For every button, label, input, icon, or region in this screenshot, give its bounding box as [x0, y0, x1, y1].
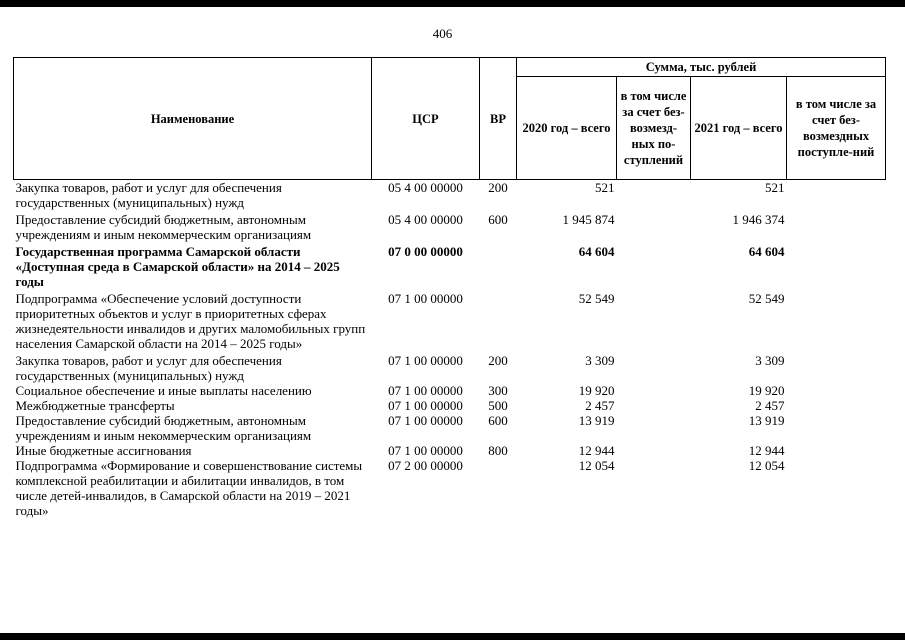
row-2021-total: 19 920: [748, 383, 785, 398]
table-row: [14, 210, 886, 242]
table-body: [14, 180, 886, 519]
row-name: Социальное обеспечение и иные выплаты населению: [15, 383, 312, 398]
table-header: [14, 58, 886, 180]
row-2021-grants: [787, 398, 886, 413]
row-2020-grants: [617, 413, 691, 443]
row-vr: 600: [488, 212, 508, 227]
row-2021-grants: [787, 242, 886, 289]
row-vr: 200: [488, 353, 508, 368]
row-2020-total: 12 944: [578, 443, 615, 458]
row-2021-grants: [787, 289, 886, 351]
row-2021-total: 3 309: [755, 353, 785, 368]
row-2020-total: 13 919: [578, 413, 615, 428]
row-2020-grants: [617, 383, 691, 398]
table-row: [14, 242, 886, 289]
row-name: Подпрограмма «Обеспечение условий доступности приоритетных объектов и услуг в приоритетных сферах жизнедеятельности инвалидов и других маломобильных групп населения Самарской области на 2014 – 2025 годы»: [15, 291, 366, 351]
row-2021-total: 52 549: [748, 291, 785, 306]
row-csr: 07 2 00 00000: [388, 458, 463, 473]
row-2021-grants: [787, 383, 886, 398]
row-2021-total: 2 457: [755, 398, 785, 413]
row-csr: 07 1 00 00000: [388, 443, 463, 458]
row-name: Предоставление субсидий бюджетным, автономным учреждениям и иным некоммерческим организациям: [15, 212, 312, 242]
row-2021-grants: [787, 180, 886, 211]
table-row: [14, 383, 886, 398]
table-row: [14, 289, 886, 351]
row-csr: 07 1 00 00000: [388, 353, 463, 368]
table-row: [14, 398, 886, 413]
row-2021-grants: [787, 443, 886, 458]
row-2021-grants: [787, 210, 886, 242]
row-2020-total: 521: [595, 180, 615, 195]
row-name: Закупка товаров, работ и услуг для обеспечения государственных (муниципальных) нужд: [15, 180, 282, 210]
header-2021-grants: в том числе за счет без-возмездных поступле-ний: [787, 77, 886, 180]
row-vr: 200: [488, 180, 508, 195]
row-vr: [480, 458, 517, 518]
row-2020-grants: [617, 210, 691, 242]
row-name: Межбюджетные трансферты: [15, 398, 175, 413]
row-2020-grants: [617, 180, 691, 211]
row-2020-grants: [617, 242, 691, 289]
row-2020-grants: [617, 398, 691, 413]
row-2021-grants: [787, 351, 886, 383]
row-2020-grants: [617, 351, 691, 383]
table-row: [14, 458, 886, 518]
row-name: Иные бюджетные ассигнования: [15, 443, 192, 458]
row-2021-grants: [787, 458, 886, 518]
row-csr: 07 1 00 00000: [388, 398, 463, 413]
row-vr: [480, 289, 517, 351]
row-2020-grants: [617, 289, 691, 351]
row-2021-total: 12 944: [748, 443, 785, 458]
row-vr: [480, 242, 517, 289]
header-csr: ЦСР: [372, 58, 480, 180]
header-2020-total: 2020 год – всего: [517, 77, 617, 180]
page-number: 406: [432, 26, 453, 41]
row-vr: 500: [488, 398, 508, 413]
table-row: [14, 351, 886, 383]
row-csr: 05 4 00 00000: [388, 180, 463, 195]
header-sum-group: Сумма, тыс. рублей: [517, 58, 886, 77]
row-2021-grants: [787, 413, 886, 443]
row-2020-total: 64 604: [578, 244, 615, 259]
header-vr: ВР: [480, 58, 517, 180]
header-name: Наименование: [14, 58, 372, 180]
row-2020-total: 3 309: [585, 353, 615, 368]
row-2021-total: 12 054: [748, 458, 785, 473]
row-2020-total: 1 945 874: [562, 212, 615, 227]
row-2021-total: 64 604: [748, 244, 785, 259]
table-row: [14, 180, 886, 211]
row-2021-total: 1 946 374: [732, 212, 785, 227]
row-name: Закупка товаров, работ и услуг для обеспечения государственных (муниципальных) нужд: [15, 353, 282, 383]
row-csr: 07 1 00 00000: [388, 291, 463, 306]
row-2020-grants: [617, 458, 691, 518]
row-name: Государственная программа Самарской области «Доступная среда в Самарской области» на 2014 – 2025 годы: [15, 244, 340, 289]
row-csr: 07 1 00 00000: [388, 383, 463, 398]
row-vr: 300: [488, 383, 508, 398]
row-2020-total: 52 549: [578, 291, 615, 306]
row-csr: 07 1 00 00000: [388, 413, 463, 428]
row-2020-total: 12 054: [578, 458, 615, 473]
row-name: Предоставление субсидий бюджетным, автономным учреждениям и иным некоммерческим организациям: [15, 413, 312, 443]
row-name: Подпрограмма «Формирование и совершенствование системы комплексной реабилитации и абилитации инвалидов, в том числе детей-инвалидов, в Самарской области на 2019 – 2021 годы»: [15, 458, 363, 518]
row-2021-total: 521: [765, 180, 785, 195]
budget-table: [13, 57, 886, 518]
row-csr: 05 4 00 00000: [388, 212, 463, 227]
header-2021-total: 2021 год – всего: [691, 77, 787, 180]
row-vr: 800: [488, 443, 508, 458]
row-csr: 07 0 00 00000: [388, 244, 463, 259]
bottom-border-rule: [0, 633, 905, 640]
row-vr: 600: [488, 413, 508, 428]
header-2020-grants: в том числе за счет без-возмезд-ных по-ступлений: [617, 77, 691, 180]
table-row: [14, 413, 886, 443]
top-border-rule: [0, 0, 905, 7]
row-2021-total: 13 919: [748, 413, 785, 428]
row-2020-grants: [617, 443, 691, 458]
table-row: [14, 443, 886, 458]
row-2020-total: 19 920: [578, 383, 615, 398]
row-2020-total: 2 457: [585, 398, 615, 413]
